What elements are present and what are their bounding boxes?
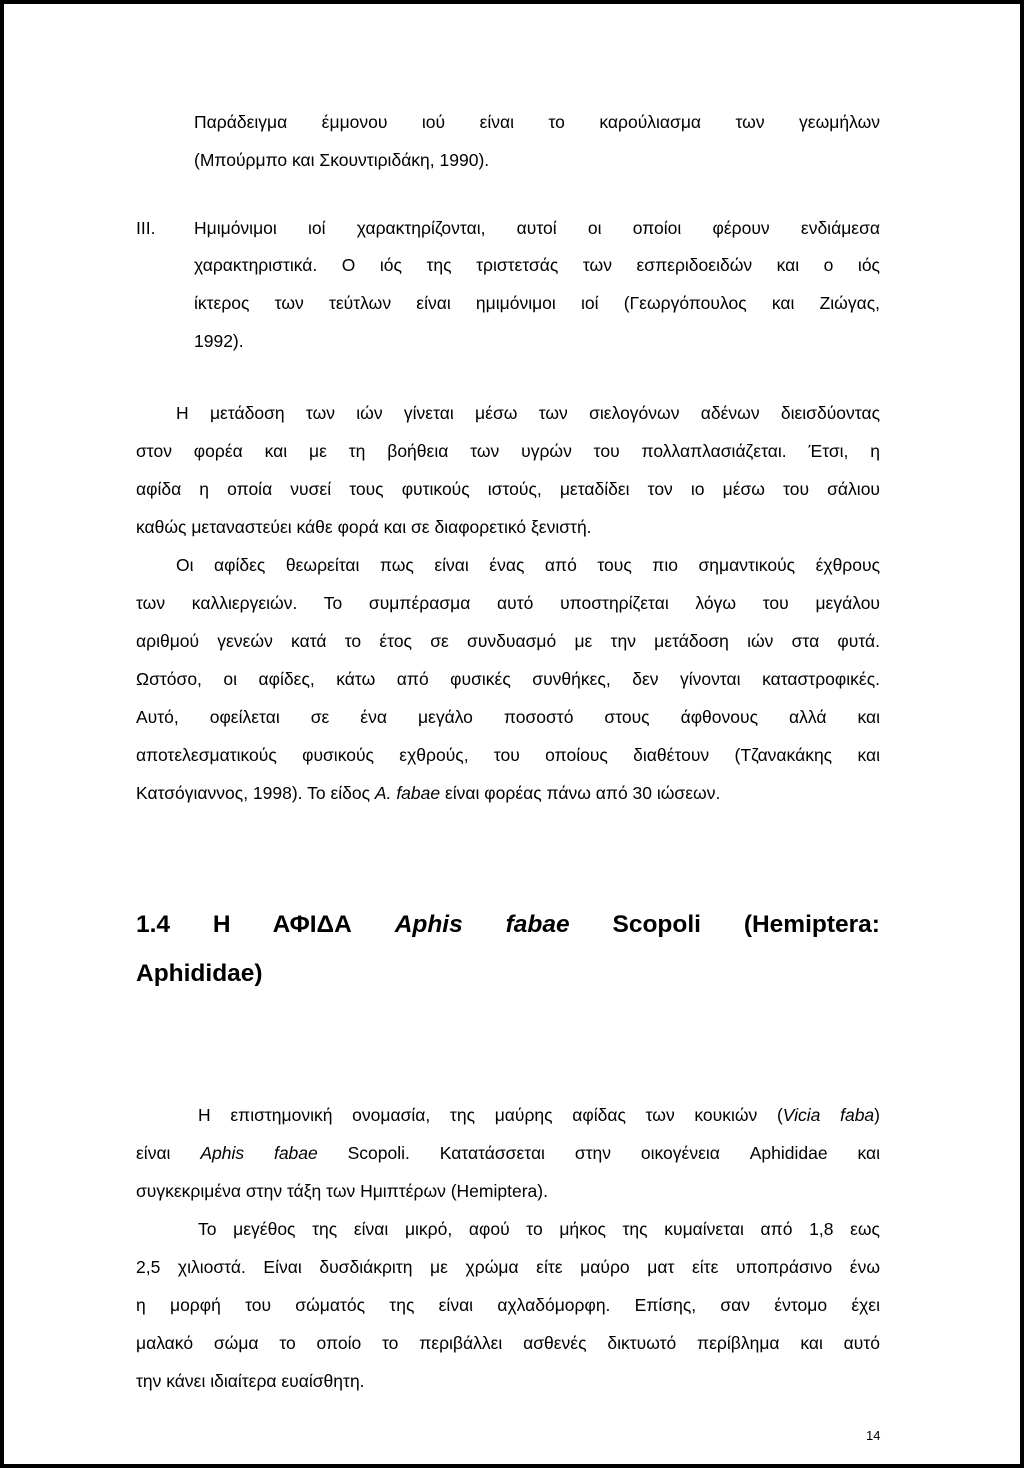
text-line: αριθμού γενεών κατά το έτος σε συνδυασμό με την μετάδοση ιών στα φυτά. (136, 631, 880, 651)
text-line: Η μετάδοση των ιών γίνεται μέσω των σιελογόνων αδένων διεισδύοντας (176, 403, 880, 423)
text-line: την κάνει ιδιαίτερα ευαίσθητη. (136, 1371, 365, 1391)
text-line: στον φορέα και με τη βοήθεια των υγρών του πολλαπλασιάζεται. Έτσι, η (136, 441, 880, 461)
text-line: 1992). (194, 331, 244, 351)
text-line: Ωστόσο, οι αφίδες, κάτω από φυσικές συνθήκες, δεν γίνονται καταστροφικές. (136, 669, 880, 689)
text-line: αφίδα η οποία νυσεί τους φυτικούς ιστούς, μεταδίδει τον ιο μέσω του σάλιου (136, 479, 880, 499)
text-line: Αυτό, οφείλεται σε ένα μεγάλο ποσοστό στους άφθονους αλλά και (136, 707, 880, 727)
text-line: Οι αφίδες θεωρείται πως είναι ένας από τους πιο σημαντικούς έχθρους (176, 555, 880, 575)
text-line: 2,5 χιλιοστά. Είναι δυσδιάκριτη με χρώμα είτε μαύρο ματ είτε υποπράσινο ένω (136, 1257, 880, 1277)
text-line: Παράδειγμα έμμονου ιού είναι το καρούλιασμα των γεωμήλων (194, 112, 880, 132)
text-line: Το μεγέθος της είναι μικρό, αφού το μήκος της κυμαίνεται από 1,8 εως (198, 1219, 880, 1239)
text-line: Ημιμόνιμοι ιοί χαρακτηρίζονται, αυτοί οι οποίοι φέρουν ενδιάμεσα (194, 218, 880, 238)
document-page (4, 4, 1020, 1464)
text-line: η μορφή του σώματός της είναι αχλαδόμορφη. Επίσης, σαν έντομο έχει (136, 1295, 880, 1315)
text-line: είναι Aphis fabae Scopoli. Κατατάσσεται στην οικογένεια Aphididae και (136, 1143, 880, 1163)
text-line: Η επιστημονική ονομασία, της μαύρης αφίδας των κουκιών (Vicia faba) (198, 1105, 880, 1125)
section-heading: 1.4 Η ΑΦΙΔΑ Aphis fabae Scopoli (Hemiptera: (136, 911, 880, 938)
page-number: 14 (866, 1428, 881, 1443)
text-line: χαρακτηριστικά. Ο ιός της τριστετσάς των εσπεριδοειδών και ο ιός (194, 255, 880, 275)
text-line: ίκτερος των τεύτλων είναι ημιμόνιμοι ιοί (Γεωργόπουλος και Ζιώγας, (194, 293, 880, 313)
list-marker: III. (136, 218, 156, 238)
text-line: μαλακό σώμα το οποίο το περιβάλλει ασθενές δικτυωτό περίβλημα και αυτό (136, 1333, 880, 1353)
text-line: συγκεκριμένα στην τάξη των Ημιπτέρων (Hemiptera). (136, 1181, 548, 1201)
section-heading-continued: Aphididae) (136, 960, 263, 987)
text-line: Κατσόγιαννος, 1998). Το είδος A. fabae είναι φορέας πάνω από 30 ιώσεων. (136, 783, 721, 803)
text-line: καθώς μεταναστεύει κάθε φορά και σε διαφορετικό ξενιστή. (136, 517, 592, 537)
text-line: αποτελεσματικούς φυσικούς εχθρούς, του οποίους διαθέτουν (Τζανακάκης και (136, 745, 880, 765)
text-line: των καλλιεργειών. Το συμπέρασμα αυτό υποστηρίζεται λόγω του μεγάλου (136, 593, 880, 613)
text-line: (Μπούρμπο και Σκουντιριδάκη, 1990). (194, 150, 490, 170)
